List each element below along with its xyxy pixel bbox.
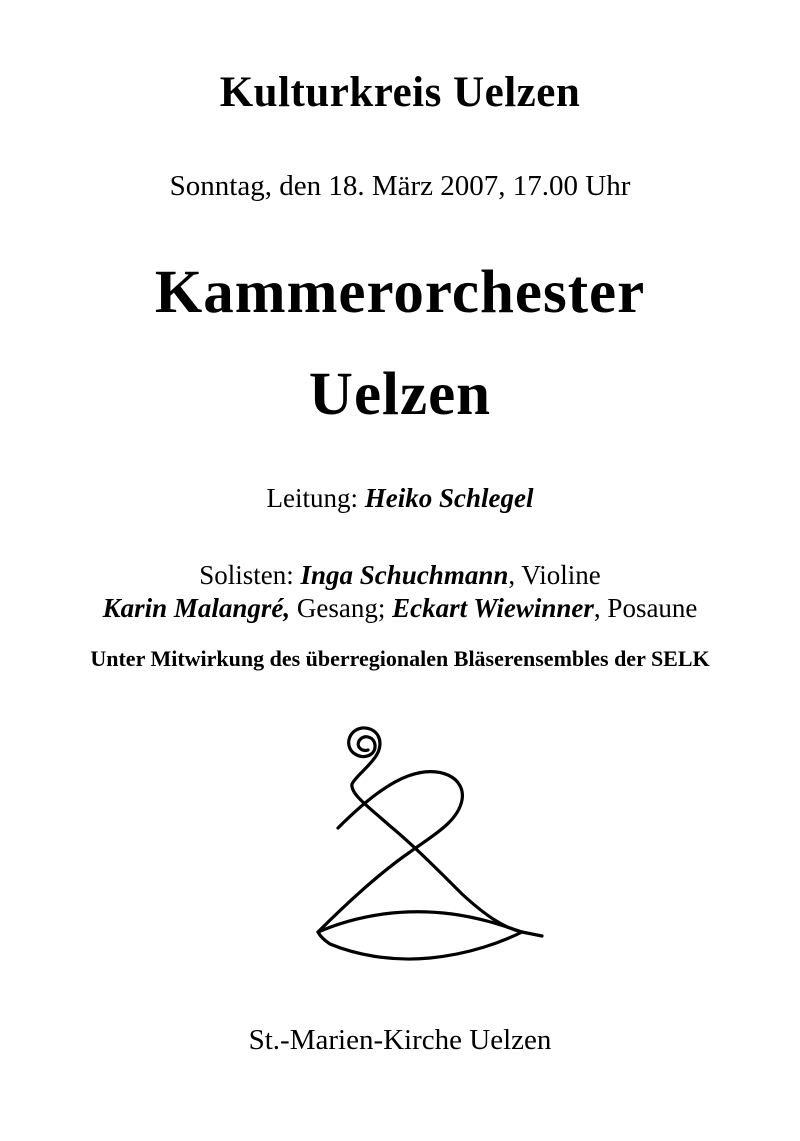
ensemble-name-line1: Kammerorchester (154, 259, 646, 326)
soloist-3-name: Eckart Wiewinner (392, 593, 594, 623)
soloists-line-2 (0, 593, 800, 624)
event-date-time: Sonntag, den 18. März 2007, 17.00 Uhr (169, 170, 631, 202)
soloist-1-name: Inga Schuchmann (300, 560, 509, 590)
soloist-2-role: Gesang; (290, 593, 393, 623)
soloist-1-role: , Violine (508, 560, 601, 590)
soloist-3-role: , Posaune (593, 593, 698, 623)
conductor-name: Heiko Schlegel (364, 483, 534, 513)
swirl-ship-logo-icon (290, 718, 550, 978)
soloist-2-name: Karin Malangré, (102, 593, 291, 623)
organizer-title: Kulturkreis Uelzen (219, 69, 581, 116)
conductor-line (0, 483, 800, 514)
participation-note: Unter Mitwirkung des überregionalen Bläserensembles der SELK (90, 646, 710, 671)
venue-name: St.-Marien-Kirche Uelzen (248, 1024, 552, 1056)
soloists-line-1 (0, 560, 800, 591)
soloists-label: Solisten: (199, 560, 301, 590)
conductor-label: Leitung: (266, 483, 365, 513)
ensemble-name-line2: Uelzen (308, 361, 492, 428)
